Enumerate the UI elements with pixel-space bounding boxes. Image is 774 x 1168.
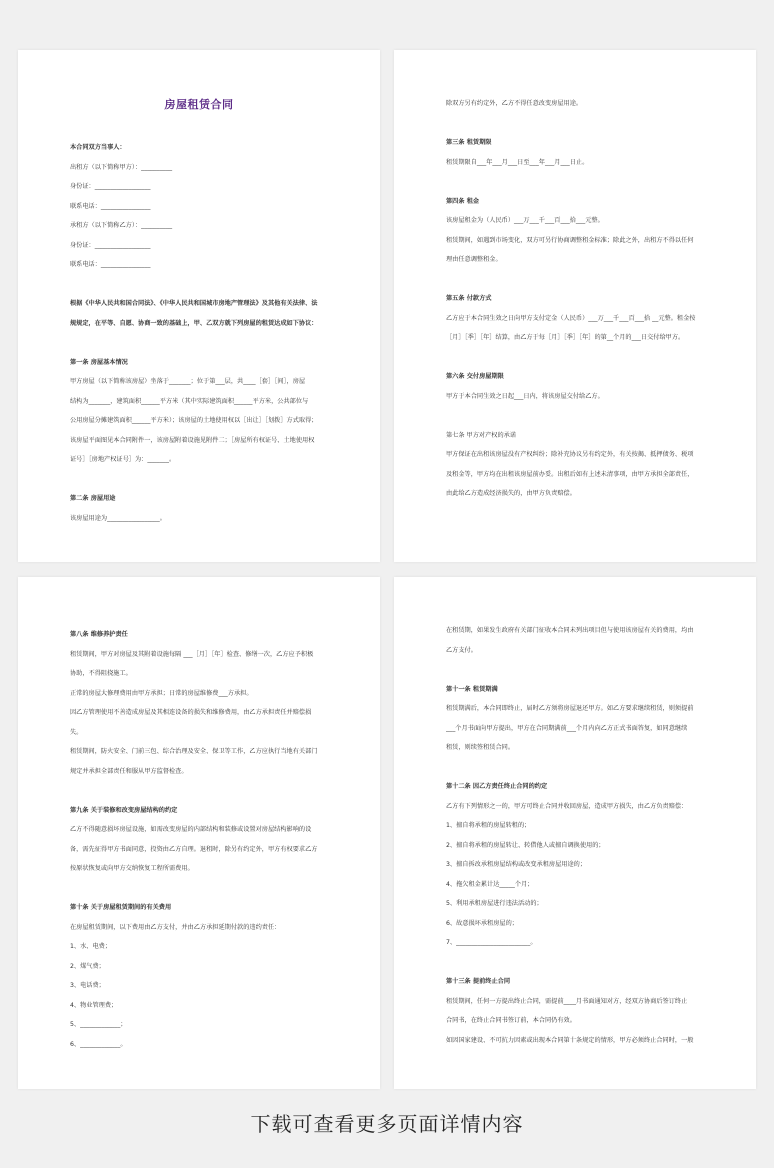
section-heading: 第一条 房屋基本情况	[70, 358, 128, 366]
text-line: 承租方（以下简称乙方）：__________	[70, 222, 173, 229]
section-heading: 第四条 租金	[446, 197, 480, 205]
document-page-3	[18, 577, 380, 1089]
text-line: 租赁期间，甲方对房屋及其附着设施每隔 ___［月］［年］检查、修缮一次，乙方应予积极	[70, 650, 314, 658]
text-line: 身份证：__________________	[70, 183, 151, 190]
text-line: 租赁期间，防火安全、门前三包、综合治理及安全、保卫等工作，乙方应执行当地有关部门	[70, 748, 318, 755]
paragraph-gap	[446, 114, 704, 134]
paragraph-gap	[446, 270, 704, 290]
text-line: 在房屋租赁期间，以下费用由乙方支付，并由乙方承担延期付款的违约责任：	[70, 923, 281, 931]
text-line: 公用房屋分摊建筑面积______平方米）；该房屋的土地使用权以［出让］［划拨］方式取得；	[70, 417, 318, 424]
text-line: 按原状恢复或向甲方交纳恢复工程所需费用。	[70, 865, 194, 872]
text-line: ___个月书面向甲方提出，甲方在合同期满前___个月内向乙方正式书面答复，如同意继续	[446, 724, 688, 732]
paragraph-gap	[446, 953, 704, 973]
page-body	[70, 138, 328, 528]
page-body	[446, 94, 704, 504]
text-line: 因乙方管理使用不善造成房屋及其相连设备的损失和维修费用，由乙方承担责任并赔偿损	[70, 709, 312, 716]
page-body	[70, 625, 328, 1054]
text-line: 理由任意调整租金。	[446, 256, 502, 263]
section-heading: 第八条 维修养护责任	[70, 631, 128, 638]
section-heading: 第十三条 提前终止合同	[446, 978, 511, 985]
text-line: 5、_____________；	[70, 1021, 127, 1028]
text-line: 租赁期间，任何一方提出终止合同，需提前____月书面通知对方，经双方协商后签订终止	[446, 997, 688, 1005]
text-line: 如因国家建设、不可抗力因素或出现本合同第十条规定的情形，甲方必须终止合同时，一般	[446, 1036, 694, 1044]
paragraph-gap	[70, 781, 328, 801]
document-title: 房屋租赁合同	[164, 98, 234, 111]
text-line: 1、擅自将承租的房屋转租的；	[446, 822, 531, 829]
text-line: 及租金等，甲方均在出租该房屋前办妥。出租后如有上述未清事项，由甲方承担全部责任，	[446, 470, 694, 478]
text-line: 第七条 甲方对产权的承诺	[446, 431, 517, 439]
text-line: 该房屋用途为_________________。	[70, 514, 166, 522]
text-line: 5、利用承租房屋进行违法活动的；	[446, 900, 543, 907]
section-heading: 第十一条 租赁期满	[446, 685, 498, 693]
paragraph-gap	[70, 333, 328, 353]
text-line: 在租赁期，如果发生政府有关部门征收本合同未列出项目但与使用该房屋有关的费用，均由	[446, 627, 694, 634]
text-line: 乙方不得随意损坏房屋设施，如需改变房屋的内部结构和装修或设置对房屋结构影响的设	[70, 826, 312, 833]
document-page-1	[18, 50, 380, 562]
text-line: 结构为_______，建筑面积______平方米（其中实际建筑面积______平方米，公共部位与	[70, 397, 309, 405]
text-line: 该房屋租金为（人民币）___万___千___百___拾___元整。	[446, 217, 604, 224]
section-heading: 规规定，在平等、自愿、协商一致的基础上，甲、乙双方就下列房屋的租赁达成如下协议：	[70, 319, 318, 327]
text-line: 合同书，在终止合同书签订前，本合同仍有效。	[446, 1017, 576, 1024]
text-line: 乙方有下列情形之一的，甲方可终止合同并收回房屋，造成甲方损失，由乙方负责赔偿：	[446, 802, 688, 810]
paragraph-gap	[446, 660, 704, 680]
text-line: 6、_____________。	[70, 1040, 127, 1048]
paragraph-gap	[446, 172, 704, 192]
text-line: 协助，不得阻挠施工。	[70, 670, 132, 677]
text-line: 租赁期满后，本合同即终止，届时乙方须将房屋退还甲方。如乙方要求继续租赁，则须提前	[446, 705, 694, 712]
text-line: 失。	[70, 728, 83, 736]
section-heading: 根据《中华人民共和国合同法》、《中华人民共和国城市房地产管理法》及其他有关法律、法	[70, 300, 318, 307]
text-line: 3、电话费；	[70, 982, 105, 989]
text-line: 联系电话：________________	[70, 202, 151, 210]
text-line: 4、物业管理费；	[70, 1001, 118, 1009]
text-line: 由此给乙方造成经济损失的，由甲方负责赔偿。	[446, 490, 576, 497]
text-line: 甲方房屋（以下简称该房屋）坐落于_______；位于第___层，共____［套］［间］，房屋	[70, 378, 306, 385]
text-line: 乙方应于本合同生效之日向甲方支付定金（人民币）___万___千___百___拾 __元整。租金按	[446, 314, 696, 322]
paragraph-gap	[446, 406, 704, 426]
text-line: 规定并承担全部责任和服从甲方监督检查。	[70, 767, 188, 775]
document-page-4	[394, 577, 756, 1089]
text-line: 证号］［房地产权证号］为：_______。	[70, 456, 176, 463]
text-line: 6、故意损坏承租房屋的；	[446, 919, 518, 927]
text-line: 联系电话：________________	[70, 261, 151, 268]
paragraph-gap	[70, 879, 328, 899]
text-line: 租赁期间，如遇到市场变化，双方可另行协商调整租金标准；除此之外，出租方不得以任何	[446, 236, 694, 244]
document-page-2	[394, 50, 756, 562]
paragraph-gap	[70, 470, 328, 490]
text-line: 身份证：__________________	[70, 241, 151, 249]
section-heading: 第三条 租赁期限	[446, 139, 492, 146]
text-line: 甲方保证在出租该房屋没有产权纠纷；除补充协议另有约定外，有关按揭、抵押债务、税项	[446, 451, 694, 458]
text-line: 租赁期限自___年___月___日至___年___月___日止。	[446, 158, 589, 166]
page-body	[446, 621, 704, 1050]
download-more-footer[interactable]: 下载可查看更多页面详情内容	[250, 1112, 524, 1136]
text-line: 乙方支付。	[446, 646, 477, 654]
text-line: 3、擅自拆改承租房屋结构或改变承租房屋用途的；	[446, 861, 587, 868]
paragraph-gap	[446, 758, 704, 778]
paragraph-gap	[446, 348, 704, 368]
section-heading: 第六条 交付房屋期限	[446, 373, 504, 380]
text-line: 备，需先征得甲方书面同意，投资由乙方自理。退租时，除另有约定外，甲方有权要求乙方	[70, 845, 318, 853]
text-line: 1、水、电费；	[70, 943, 112, 950]
section-heading: 第十二条 因乙方责任终止合同的约定	[446, 783, 548, 790]
text-line: 出租方（以下简称甲方）：__________	[70, 163, 173, 171]
text-line: 7、________________________。	[446, 939, 537, 946]
text-line: 除双方另有约定外，乙方不得任意改变房屋用途。	[446, 100, 583, 107]
section-heading: 第十条 关于房屋租赁期间的有关费用	[70, 904, 172, 911]
text-line: 该房屋平面图见本合同附件一，该房屋附着设施见附件二；［房屋所有权证号、土地使用权	[70, 436, 315, 444]
section-heading: 第九条 关于装修和改变房屋结构的约定	[70, 806, 178, 814]
text-line: 2、煤气费；	[70, 962, 105, 970]
text-line: 租赁，则续签租赁合同。	[446, 744, 515, 751]
text-line: 4、拖欠租金累计达_____个月；	[446, 880, 534, 888]
section-heading: 第二条 房屋用途	[70, 495, 116, 502]
paragraph-gap	[70, 275, 328, 295]
text-line: ［月］［季］［年］结算，由乙方于每［月］［季］［年］的第__个月的___日交付给甲方。	[446, 334, 685, 341]
text-line: 甲方于本合同生效之日起___日内，将该房屋交付给乙方。	[446, 392, 604, 400]
section-heading: 本合同双方当事人：	[70, 144, 126, 151]
text-line: 2、擅自将承租的房屋转让、转借他人或擅自调换使用的；	[446, 841, 605, 849]
section-heading: 第五条 付款方式	[446, 295, 492, 302]
text-line: 正常的房屋大修理费用由甲方承担；日常的房屋维修费___方承担。	[70, 689, 253, 697]
